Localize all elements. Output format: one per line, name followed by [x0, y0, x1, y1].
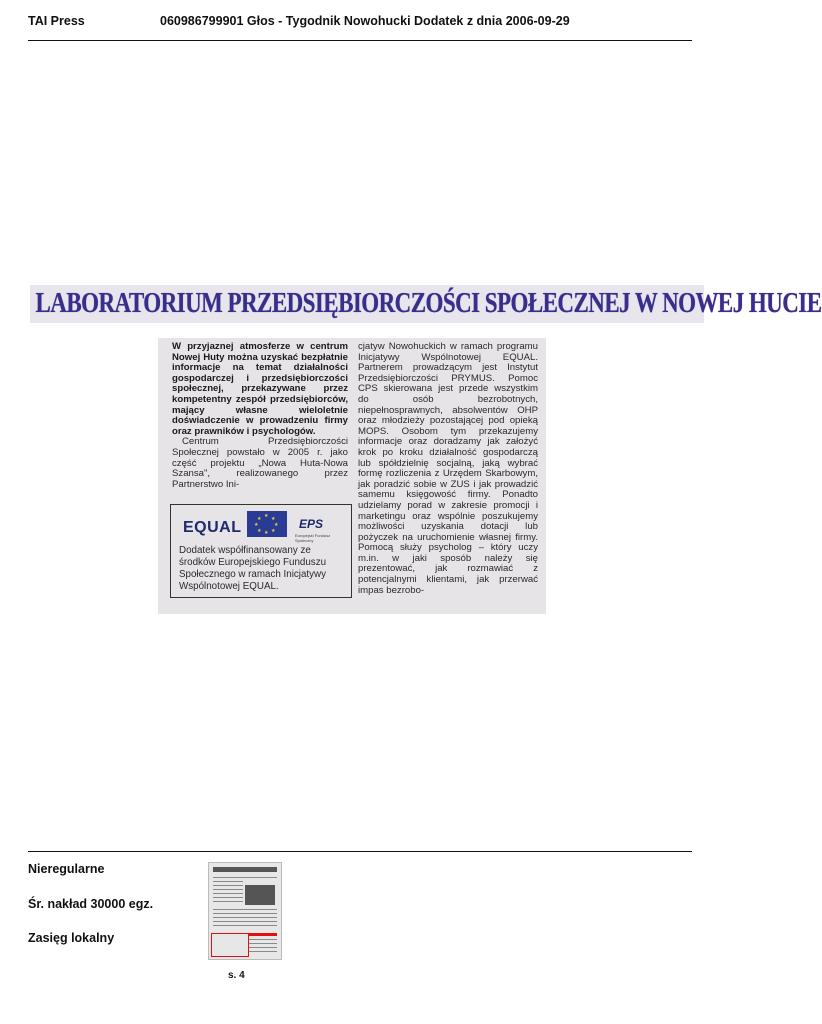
footer-rule: [28, 851, 692, 852]
page-number: s. 4: [228, 970, 245, 981]
article-clipping: [158, 338, 546, 614]
thumbnail-highlight-bar: [249, 933, 277, 936]
source-name: TAI Press: [28, 14, 85, 28]
header-rule: [28, 40, 692, 41]
article-column-2: [358, 342, 538, 596]
eps-logo: EPS: [299, 517, 324, 531]
circulation-label: Śr. nakład 30000 egz.: [28, 897, 154, 911]
thumbnail-photo: [245, 885, 275, 905]
reach-label: Zasięg lokalny: [28, 931, 115, 945]
page-thumbnail: [208, 862, 282, 960]
equal-logo: EQUAL: [183, 519, 242, 536]
article-col2-text: cjatyw Nowohuckich w ramach programu Inicjatywy Wspólnotowej EQUAL. Partnerem prowadzącym jest Instytut Przedsiębiorczości PRYMUS. Pomoc CPS skierowana jest przede wszystkim do osób bezrobotnych, niepełnosprawnych, absolwentów OHP oraz młodzieży pozostającej pod opieką MOPS. Osobom tym przekazujemy informacje oraz doradzamy jak założyć krok po kroku działalność gospodarczą lub spółdzielnię socjalną, jaką wybrać formę rozliczenia z Urzędem Skarbowym, jak poradzić sobie w ZUS i jak prowadzić samemu księgowość firmy. Ponadto udzielamy porad w zakresie promocji i marketingu oraz wspólnie poszukujemy możliwości uzyskania dotacji lub pożyczek na uruchomienie własnej firmy. Pomocą służy psycholog – który uczy m.in. w jaki sposób należy się prezentować, jak rozmawiać z potencjalnymi klientami, jak przerwać impas bezrobo-: [358, 341, 538, 596]
funding-notice-box: [170, 504, 352, 598]
article-column-1: [172, 342, 348, 490]
article-col1-text: Centrum Przedsiębiorczości Społecznej powstało w 2005 r. jako część projektu „Nowa Huta-Nowa Szansa", realizowanego przez Partnerstwo Ini-: [172, 436, 348, 490]
frequency-label: Nieregularne: [28, 862, 105, 876]
document-header: [28, 14, 692, 34]
funding-notice-text: Dodatek współfinansowany ze środków Europejskiego Funduszu Społecznego w ramach Inicjatywy Wspólnotowej EQUAL.: [179, 545, 327, 592]
article-location-marker: [211, 933, 249, 957]
eu-flag-icon: ★ ★ ★ ★ ★ ★ ★ ★: [247, 511, 287, 537]
eps-logo-caption: Europejski Fundusz Społeczny: [295, 533, 331, 543]
article-title-strip: [30, 285, 822, 323]
publication-reference: 060986799901 Głos - Tygodnik Nowohucki Dodatek z dnia 2006-09-29: [160, 14, 570, 28]
article-lead: W przyjaznej atmosferze w centrum Nowej Huty można uzyskać bezpłatnie informacje na temat działalności gospodarczej i przedsiębiorczości społecznej, przekazywane przez kompetentny zespół przedsiębiorców, mający własne wieloletnie doświadczenie w prowadzeniu firmy oraz prawników i psychologów.: [172, 341, 348, 437]
logo-row: [177, 511, 345, 541]
article-title: LABORATORIUM PRZEDSIĘBIORCZOŚCI SPOŁECZNEJ W NOWEJ HUCIE: [35, 287, 822, 319]
